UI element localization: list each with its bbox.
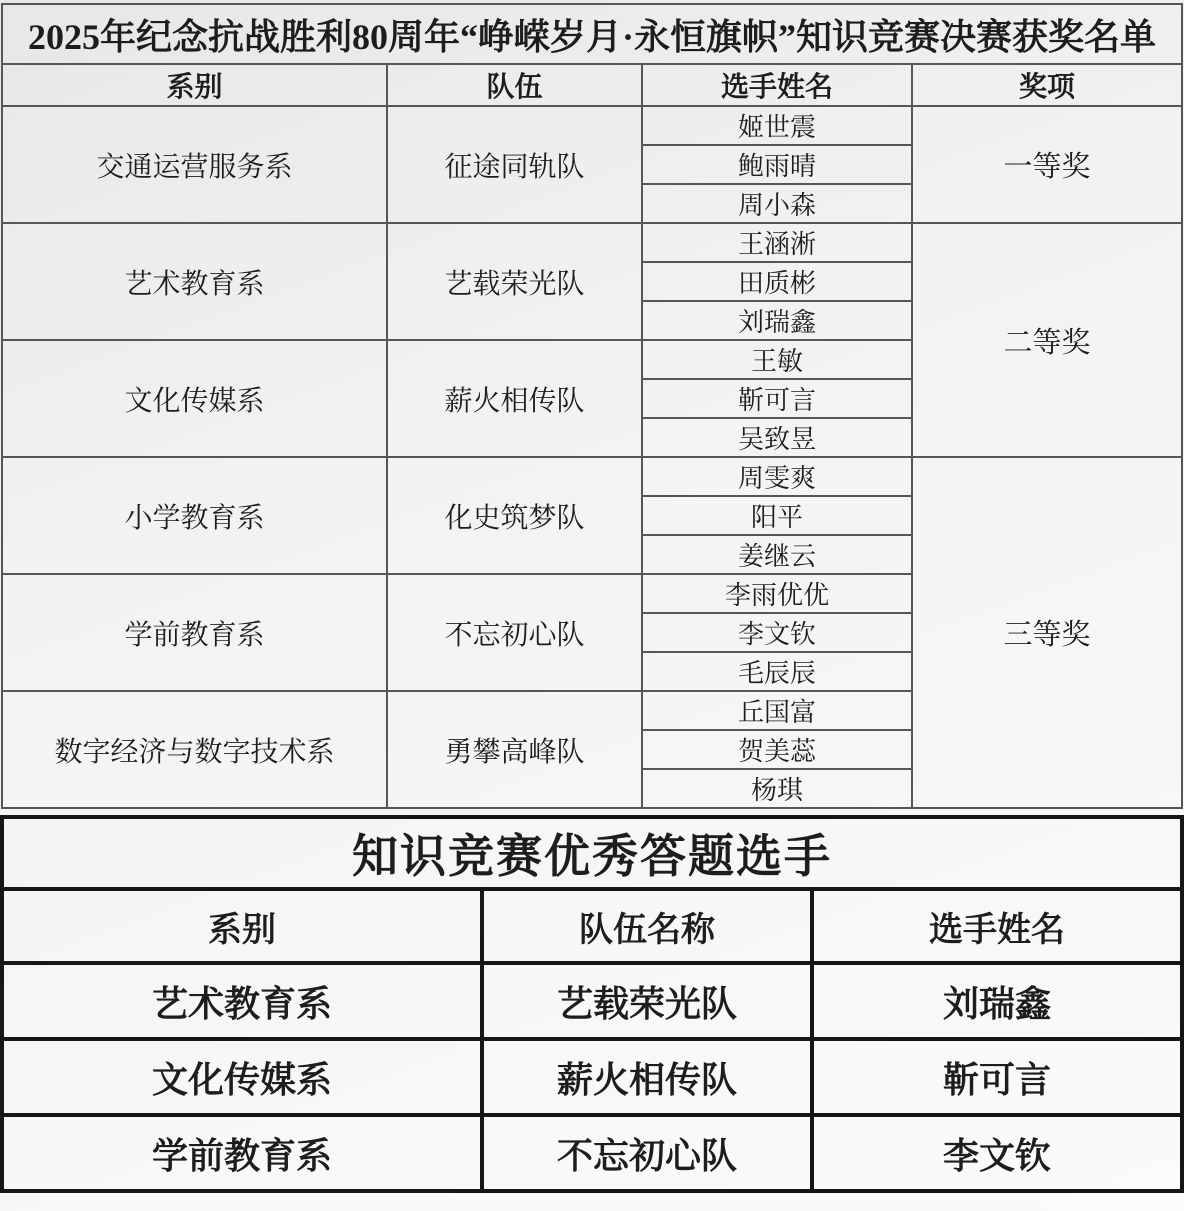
awards-table xyxy=(1,3,1183,809)
awards-header-player: 选手姓名 xyxy=(642,64,912,106)
team-cell: 不忘初心队 xyxy=(387,574,642,691)
team-cell: 艺载荣光队 xyxy=(482,963,812,1039)
awards-header-department: 系别 xyxy=(2,64,387,106)
department-cell: 艺术教育系 xyxy=(2,963,482,1039)
department-cell: 学前教育系 xyxy=(2,1115,482,1191)
player-cell: 李文钦 xyxy=(642,613,912,652)
player-cell: 周小森 xyxy=(642,184,912,223)
player-cell: 吴致昱 xyxy=(642,418,912,457)
department-cell: 数字经济与数字技术系 xyxy=(2,691,387,808)
player-cell: 刘瑞鑫 xyxy=(642,301,912,340)
team-cell: 薪火相传队 xyxy=(387,340,642,457)
department-cell: 文化传媒系 xyxy=(2,340,387,457)
department-cell: 文化传媒系 xyxy=(2,1039,482,1115)
player-cell: 李文钦 xyxy=(812,1115,1182,1191)
awards-table-title: 2025年纪念抗战胜利80周年“峥嵘岁月·永恒旗帜”知识竞赛决赛获奖名单 xyxy=(2,4,1182,64)
award-cell: 二等奖 xyxy=(912,223,1182,457)
excellent-header-player: 选手姓名 xyxy=(812,889,1182,963)
team-cell: 不忘初心队 xyxy=(482,1115,812,1191)
player-cell: 刘瑞鑫 xyxy=(812,963,1182,1039)
team-cell: 薪火相传队 xyxy=(482,1039,812,1115)
department-cell: 学前教育系 xyxy=(2,574,387,691)
excellent-players-table xyxy=(0,815,1184,1193)
player-cell: 田质彬 xyxy=(642,262,912,301)
team-cell: 征途同轨队 xyxy=(387,106,642,223)
team-cell: 艺载荣光队 xyxy=(387,223,642,340)
excellent-header-department: 系别 xyxy=(2,889,482,963)
award-cell: 一等奖 xyxy=(912,106,1182,223)
player-cell: 靳可言 xyxy=(642,379,912,418)
player-cell: 周雯爽 xyxy=(642,457,912,496)
player-cell: 王涵淅 xyxy=(642,223,912,262)
player-cell: 阳平 xyxy=(642,496,912,535)
team-cell: 化史筑梦队 xyxy=(387,457,642,574)
department-cell: 交通运营服务系 xyxy=(2,106,387,223)
awards-header-award: 奖项 xyxy=(912,64,1182,106)
player-cell: 李雨优优 xyxy=(642,574,912,613)
awards-header-team: 队伍 xyxy=(387,64,642,106)
excellent-table-title: 知识竞赛优秀答题选手 xyxy=(2,817,1182,889)
excellent-header-team: 队伍名称 xyxy=(482,889,812,963)
department-cell: 小学教育系 xyxy=(2,457,387,574)
player-cell: 姜继云 xyxy=(642,535,912,574)
player-cell: 鲍雨晴 xyxy=(642,145,912,184)
department-cell: 艺术教育系 xyxy=(2,223,387,340)
team-cell: 勇攀高峰队 xyxy=(387,691,642,808)
player-cell: 王敏 xyxy=(642,340,912,379)
player-cell: 毛辰辰 xyxy=(642,652,912,691)
player-cell: 姬世震 xyxy=(642,106,912,145)
player-cell: 靳可言 xyxy=(812,1039,1182,1115)
player-cell: 丘国富 xyxy=(642,691,912,730)
player-cell: 贺美蕊 xyxy=(642,730,912,769)
award-cell: 三等奖 xyxy=(912,457,1182,808)
player-cell: 杨琪 xyxy=(642,769,912,808)
